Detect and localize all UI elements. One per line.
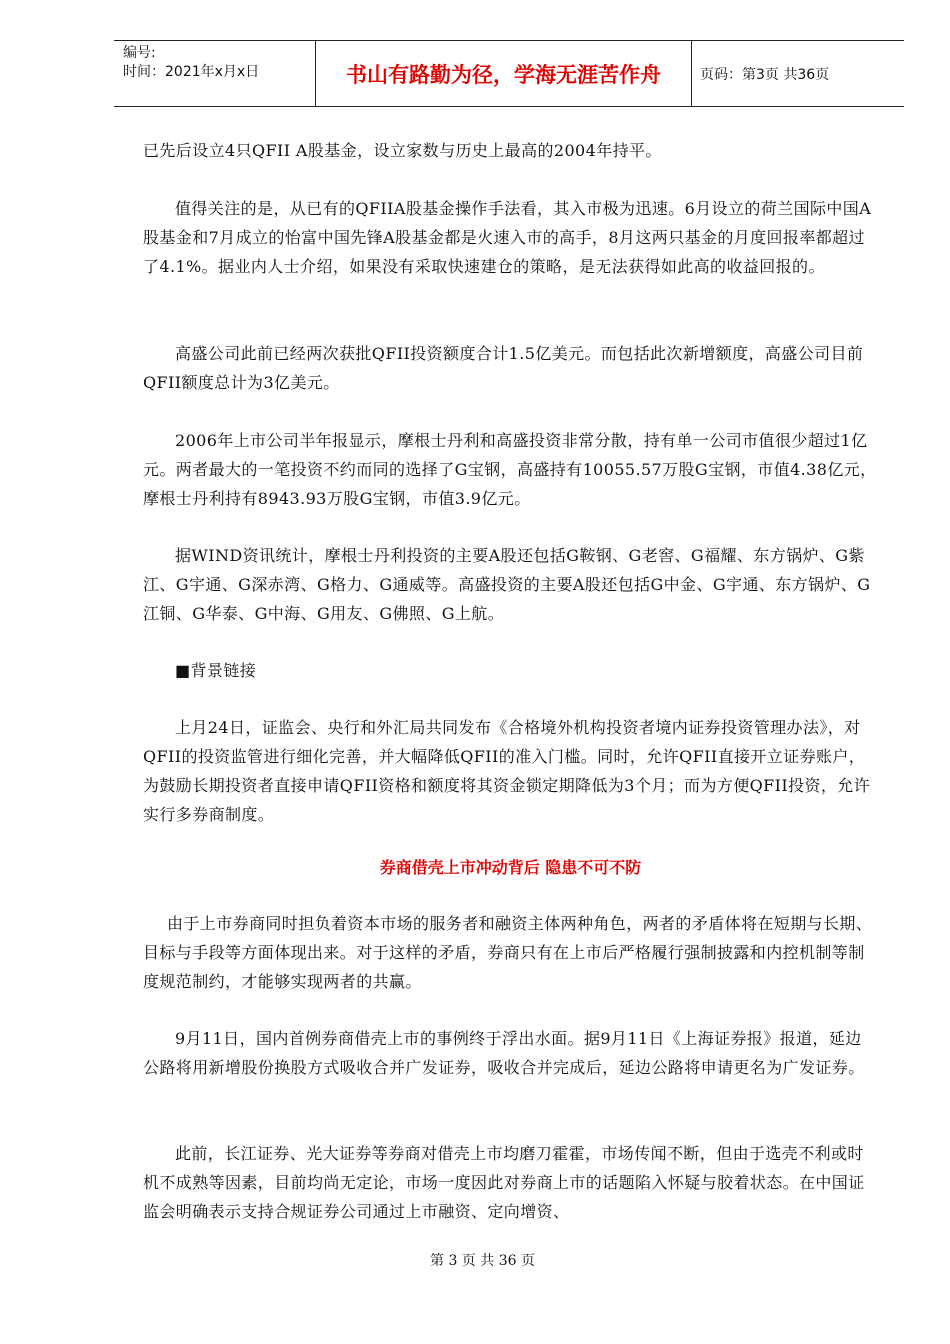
background-link-label: ■背景链接: [175, 661, 257, 680]
header-meta: [114, 41, 316, 106]
paragraph-7: 由于上市券商同时担负着资本市场的服务者和融资主体两种角色，两者的矛盾体将在短期与长期、目标与手段等方面体现出来。对于这样的矛盾，券商只有在上市后严格履行强制披露和内控机制等制度规范制约，才能够实现两者的共赢。: [143, 914, 873, 991]
paragraph-2: 值得关注的是，从已有的QFIIA股基金操作手法看，其入市极为迅速。6月设立的荷兰国际中国A股基金和7月成立的怡富中国先锋A股基金都是火速入市的高手，8月这两只基金的月度回报率都超过了4.1%。据业内人士介绍，如果没有采取快速建仓的策略，是无法获得如此高的收益回报的。: [143, 199, 872, 276]
header-time-label: 时间：2021年x月x日: [123, 64, 260, 80]
paragraph-9: 此前，长江证券、光大证券等券商对借壳上市均磨刀霍霍，市场传闻不断，但由于选壳不利或时机不成熟等因素，目前均尚无定论，市场一度因此对券商上市的话题陷入怀疑与胶着状态。在中国证监会明确表示支持合规证券公司通过上市融资、定向增资、: [143, 1144, 865, 1221]
paragraph-4: 2006年上市公司半年报显示，摩根士丹利和高盛投资非常分散，持有单一公司市值很少超过1亿元。两者最大的一笔投资不约而同的选择了G宝钢，高盛持有10055.57万股G宝钢，市值4.38亿元，摩根士丹利持有8943.93万股G宝钢，市值3.9亿元。: [143, 431, 877, 508]
header-number-label: 编号:: [123, 45, 156, 61]
page-header: [114, 40, 904, 107]
page-footer: [0, 1250, 950, 1270]
paragraph-8: 9月11日，国内首例券商借壳上市的事例终于浮出水面。据9月11日《上海证券报》报道，延边公路将用新增股份换股方式吸收合并广发证券，吸收合并完成后，延边公路将申请更名为广发证券。: [143, 1029, 865, 1077]
paragraph-1: 已先后设立4只QFII A股基金，设立家数与历史上最高的2004年持平。: [143, 141, 662, 160]
footer-page-number: 第 3 页 共 36 页: [430, 1253, 535, 1269]
paragraph-3: 高盛公司此前已经两次获批QFII投资额度合计1.5亿美元。而包括此次新增额度，高盛公司目前QFII额度总计为3亿美元。: [143, 344, 864, 392]
section-heading: 券商借壳上市冲动背后 隐患不可不防: [379, 858, 642, 877]
paragraph-6: 上月24日，证监会、央行和外汇局共同发布《合格境外机构投资者境内证券投资管理办法》，对QFII的投资监管进行细化完善，并大幅降低QFII的准入门槛。同时，允许QFII直接开立证券账户，为鼓励长期投资者直接申请QFII资格和额度将其资金锁定期降低为3个月；而为方便QFII投资，允许实行多券商制度。: [143, 718, 871, 824]
header-motto: 书山有路勤为径，学海无涯苦作舟: [316, 41, 692, 106]
header-page-info: 页码：第3页 共36页: [700, 66, 830, 83]
paragraph-5: 据WIND资讯统计，摩根士丹利投资的主要A股还包括G鞍钢、G老窖、G福耀、东方锅炉、G紫江、G宇通、G深赤湾、G格力、G通威等。高盛投资的主要A股还包括G中金、G宇通、东方锅炉、G江铜、G华泰、G中海、G用友、G佛照、G上航。: [143, 546, 871, 623]
